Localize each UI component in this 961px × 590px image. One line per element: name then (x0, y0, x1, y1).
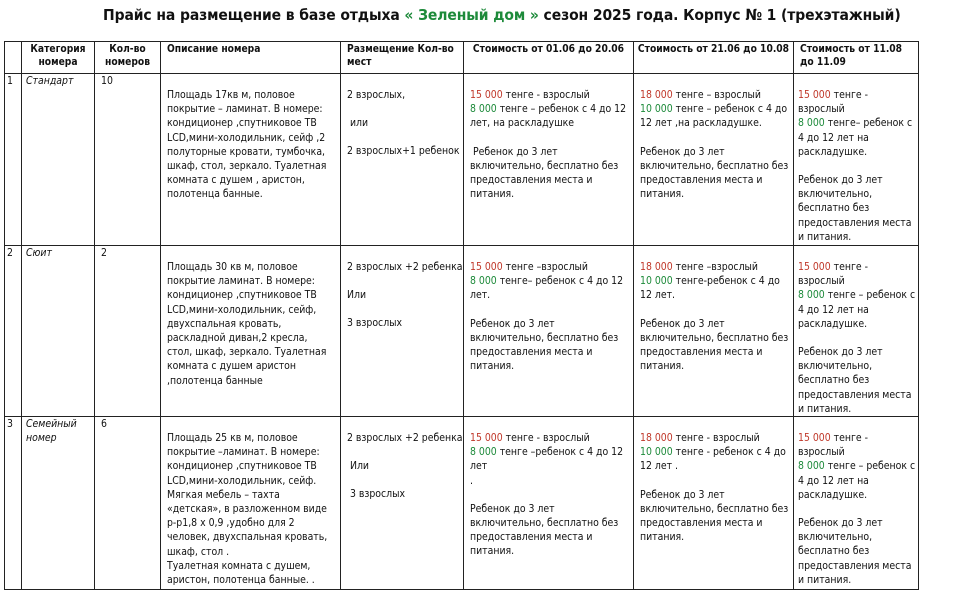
price-period-1 (464, 417, 634, 590)
adult-price (470, 260, 631, 274)
price-period-1 (464, 74, 634, 246)
infant-note: Ребенок до 3 лет включительно, бесплатно без предоставления места и питания. (470, 317, 622, 373)
child-price-value: 10 000 (640, 275, 673, 288)
price-period-3 (794, 246, 919, 417)
child-price-value: 8 000 (470, 446, 497, 459)
placement-line: 3 взрослых (347, 317, 403, 330)
table-row (5, 246, 919, 417)
infant-note: Ребенок до 3 лет включительно, бесплатно без предоставления места и питания. (470, 502, 622, 558)
adult-price (798, 431, 916, 459)
adult-price-label: тенге - взрослый (798, 432, 868, 459)
child-price (798, 116, 916, 159)
table-row (5, 74, 919, 246)
header-row (5, 42, 919, 74)
adult-price-value: 15 000 (798, 432, 831, 445)
adult-price-label: тенге –взрослый (502, 261, 588, 273)
infant-note: Ребенок до 3 лет включительно, бесплатно без предоставления места и питания. (640, 145, 792, 201)
row-number-text: 3 (7, 418, 13, 431)
room-count-text: 2 (101, 247, 107, 259)
header-count: Кол-во номеров (95, 42, 161, 74)
placement-line (347, 302, 461, 316)
child-price-value: 10 000 (640, 446, 673, 459)
header-num (5, 42, 22, 74)
child-price-value: 10 000 (640, 103, 673, 116)
child-price-label: тенге –ребенок с 4 до 12 лет . (470, 446, 624, 487)
room-description (161, 74, 341, 246)
placement-line: 2 взрослых, (347, 89, 406, 101)
child-price-label: тенге– ребенок с 4 до 12 лет на раскладушке. (798, 117, 913, 158)
room-category (22, 417, 95, 590)
infant-note: Ребенок до 3 лет включительно, бесплатно без предоставления места и питания. (640, 488, 792, 544)
price-period-2 (634, 417, 794, 590)
room-description-text: Площадь 30 кв м, половое покрытие ламинат. В номере: кондиционер ,спутниковое ТВ LCD,мини-холодильник, сейф, двухспальная кровать, раскладной диван,2 кресла, стол, шкаф, зеркало. Туалетная комната с душем аристон ,полотенца банные (167, 261, 327, 387)
room-category (22, 246, 95, 417)
price-period-3 (794, 417, 919, 590)
adult-price-label: тенге - взрослый (798, 261, 868, 288)
room-description-text: Площадь 17кв м, половое покрытие – ламинат. В номере: кондиционер ,спутниковое ТВ LCD,мини-холодильник, сейф ,2 полуторные кровати, тумбочка, шкаф, стол, зеркало. Туалетная комната с душем , аристон, полотенца банные. (167, 89, 327, 201)
adult-price-value: 15 000 (470, 261, 503, 273)
child-price (798, 459, 916, 502)
row-number-text: 1 (7, 75, 13, 87)
placement-line (347, 130, 461, 144)
room-description (161, 417, 341, 590)
child-price (640, 102, 791, 130)
adult-price (798, 260, 916, 288)
row-number (5, 417, 22, 590)
child-price-value: 8 000 (798, 117, 825, 130)
room-count-text: 6 (101, 418, 107, 431)
placement-line: 2 взрослых +2 ребенка (347, 261, 463, 273)
adult-price-label: тенге - взрослый (798, 89, 868, 116)
adult-price (640, 431, 791, 445)
room-count (95, 246, 161, 417)
header-category: Категория номера (22, 42, 95, 74)
room-description-text: Площадь 25 кв м, половое покрытие –ламинат. В номере: кондиционер ,спутниковое ТВ LCD,мини-холодильник, сейф. Мягкая мебель – тахта «детская», в разложенном виде р-р1,8 х 0,9 ,удобно для 2 человек, двухспальная кровать, шкаф, стол . Туалетная комната с душем, аристон, полотенца банные. . (167, 432, 328, 587)
room-placement (341, 417, 464, 590)
row-number-text: 2 (7, 247, 13, 259)
child-price (640, 445, 791, 473)
page-title (103, 6, 901, 24)
infant-note: Ребенок до 3 лет включительно, бесплатно без предоставления места и питания. (798, 174, 915, 243)
adult-price-label: тенге –взрослый (672, 261, 758, 273)
placement-line: 2 взрослых +2 ребенка (347, 432, 463, 445)
placement-line (347, 102, 461, 116)
room-description (161, 246, 341, 417)
child-price (470, 274, 631, 302)
adult-price-label: тенге – взрослый (672, 89, 761, 101)
child-price-label: тенге – ребенок с 4 до 12 лет на раскладушке. (798, 289, 916, 330)
infant-note: Ребенок до 3 лет включительно, бесплатно без предоставления места и питания. (798, 517, 915, 586)
placement-line (347, 274, 461, 288)
adult-price-value: 18 000 (640, 89, 673, 101)
adult-price (640, 88, 791, 102)
header-price-1: Стоимость от 01.06 до 20.06 (464, 42, 634, 74)
room-count-text: 10 (101, 75, 113, 87)
price-period-2 (634, 74, 794, 246)
room-placement (341, 74, 464, 246)
child-price-label: тенге-ребенок с 4 до 12 лет. (640, 275, 780, 302)
infant-note: Ребенок до 3 лет включительно, бесплатно без предоставления места и питания. (640, 317, 792, 373)
child-price-label: тенге – ребенок с 4 до 12 лет на раскладушке. (798, 460, 916, 501)
adult-price (470, 431, 631, 445)
adult-price (798, 88, 916, 116)
adult-price-label: тенге - взрослый (672, 432, 760, 445)
placement-line: или (347, 117, 369, 130)
room-count (95, 417, 161, 590)
adult-price-value: 15 000 (470, 89, 503, 101)
infant-note: Ребенок до 3 лет включительно, бесплатно без предоставления места и питания. (798, 346, 915, 415)
child-price-label: тенге - ребенок с 4 до 12 лет . (640, 446, 786, 473)
child-price-value: 8 000 (470, 275, 497, 288)
adult-price-label: тенге - взрослый (502, 89, 590, 101)
room-count (95, 74, 161, 246)
child-price-value: 8 000 (798, 460, 825, 473)
room-placement (341, 246, 464, 417)
room-category-text: Сюит (26, 247, 52, 259)
placement-line (347, 445, 461, 459)
table-row (5, 417, 919, 590)
infant-note: Ребенок до 3 лет включительно, бесплатно без предоставления места и питания. (470, 145, 622, 201)
title-suffix: сезон 2025 года. Корпус № 1 (трехэтажный) (538, 6, 901, 24)
header-description: Описание номера (161, 42, 341, 74)
room-category-text: Стандарт (26, 75, 74, 87)
placement-line: Или (347, 289, 367, 302)
placement-line: Или (347, 460, 370, 473)
adult-price (470, 88, 631, 102)
room-category-text: Семейный номер (26, 418, 77, 445)
adult-price-value: 18 000 (640, 432, 673, 445)
adult-price-label: тенге - взрослый (502, 432, 590, 445)
child-price-label: тенге – ребенок с 4 до 12 лет, на раскладушке (470, 103, 627, 130)
adult-price-value: 15 000 (798, 89, 831, 101)
title-prefix: Прайс на размещение в базе отдыха (103, 6, 405, 24)
header-price-2: Стоимость от 21.06 до 10.08 (634, 42, 794, 74)
price-period-3 (794, 74, 919, 246)
adult-price-value: 18 000 (640, 261, 673, 273)
room-category (22, 74, 95, 246)
child-price-value: 8 000 (470, 103, 497, 116)
child-price (798, 288, 916, 331)
price-period-2 (634, 246, 794, 417)
placement-line (347, 473, 461, 487)
header-price-3: Стоимость от 11.08 до 11.09 (794, 42, 919, 74)
child-price (470, 445, 631, 488)
child-price-value: 8 000 (798, 289, 825, 302)
adult-price-value: 15 000 (798, 261, 831, 273)
placement-line: 3 взрослых (347, 488, 406, 501)
row-number (5, 74, 22, 246)
child-price (640, 274, 791, 302)
adult-price (640, 260, 791, 274)
child-price-label: тенге – ребенок с 4 до 12 лет ,на раскладушке. (640, 103, 788, 130)
title-brand: « Зеленый дом » (404, 6, 539, 24)
row-number (5, 246, 22, 417)
adult-price-value: 15 000 (470, 432, 503, 445)
child-price (470, 102, 631, 130)
placement-line: 2 взрослых+1 ребенок (347, 145, 460, 158)
header-placement: Размещение Кол-во мест (341, 42, 464, 74)
price-period-1 (464, 246, 634, 417)
price-table (4, 41, 919, 590)
child-price-label: тенге– ребенок с 4 до 12 лет. (470, 275, 624, 302)
